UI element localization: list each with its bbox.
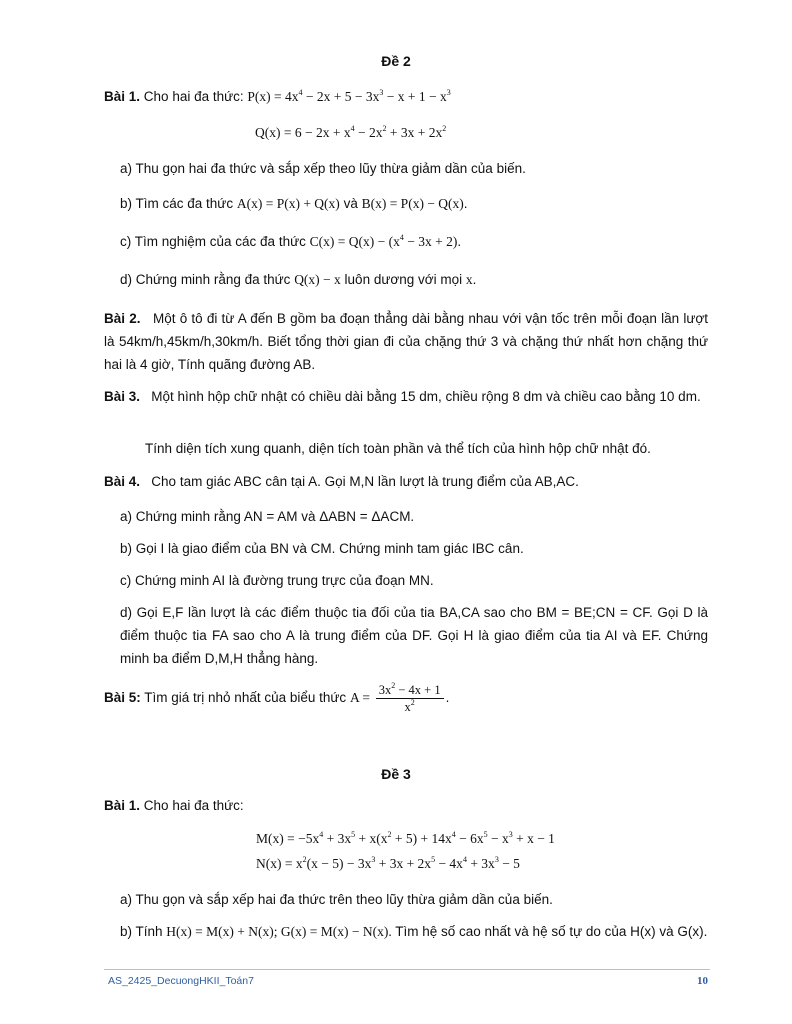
- de2-bai3: Bài 3. Một hình hộp chữ nhật có chiều dài bằng 15 dm, chiều rộng 8 dm và chiều cao bằng 10 dm.: [104, 389, 701, 404]
- n-formula: $N(x) = x^2(x - 5) - 3x^3 + 3x + 2x^5 - 4x^4 + 3x^3 - 5$: [256, 855, 520, 871]
- bai5-fraction: $\frac{3x^2 - 4x + 1}{x^2}$: [376, 682, 444, 715]
- de2-bai3-text2: Tính diện tích xung quanh, diện tích toàn phần và thể tích của hình hộp chữ nhật đó.: [145, 441, 651, 456]
- de2-bai1-c: c) Tìm nghiệm của các đa thức $C(x) = Q(x) - (x^4 - 3x + 2)$.: [120, 233, 462, 249]
- de2-title: Đề 2: [381, 53, 411, 69]
- m-formula: $M(x) = -5x^4 + 3x^5 + x(x^2 + 5) + 14x^4 - 6x^5 - x^3 + x - 1$: [256, 830, 555, 846]
- de2-bai4-a: a) Chứng minh rằng AN = AM và ΔABN = ΔACM.: [120, 509, 415, 524]
- de3-bai1-a: a) Thu gọn và sắp xếp hai đa thức trên theo lũy thừa giảm dần của biến.: [120, 892, 553, 907]
- page-number: 10: [697, 975, 708, 987]
- p-formula: $P(x) = 4x^4 - 2x + 5 - 3x^3 - x + 1 - x^3$: [247, 88, 451, 104]
- footer-doc-id: AS_2425_DecuongHKII_Toán7: [108, 975, 254, 987]
- de3-title: Đề 3: [381, 766, 411, 782]
- de2-bai1-intro: Cho hai đa thức:: [143, 89, 244, 104]
- q-formula: $Q(x) = 6 - 2x + x^4 - 2x^2 + 3x + 2x^2$: [255, 124, 447, 140]
- de2-bai2: Bài 2. Một ô tô đi từ A đến B gồm ba đoạn thẳng dài bằng nhau với vận tốc trên mỗi đoạn lần lượt là 54km/h,45km/h,30km/h. Biết tổng thời gian đi của chặng thứ 3 và chặng thứ nhất hơn chặng thứ hai là 4 giờ, Tính quãng đường AB.: [104, 311, 708, 372]
- de3-bai1-b: b) Tính H(x) = M(x) + N(x); G(x) = M(x) − N(x). Tìm hệ số cao nhất và hệ số tự do của H(x) và G(x).: [120, 924, 708, 939]
- de2-bai1-b: b) Tìm các đa thức A(x) = P(x) + Q(x) và B(x) = P(x) − Q(x).: [120, 196, 468, 211]
- de2-bai5: Bài 5: Tìm giá trị nhỏ nhất của biểu thức A = $\frac{3x^2 - 4x + 1}{x^2}$ .: [104, 680, 450, 714]
- de2-bai4-c: c) Chứng minh AI là đường trung trực của đoạn MN.: [120, 573, 434, 588]
- de2-bai1-line: [104, 86, 451, 108]
- de2-bai4: Bài 4. Cho tam giác ABC cân tại A. Gọi M,N lần lượt là trung điểm của AB,AC.: [104, 474, 579, 489]
- footer-divider: [104, 969, 710, 970]
- de2-bai4-d: d) Gọi E,F lần lượt là các điểm thuộc tia đối của tia BA,CA sao cho BM = BE;CN = CF. Gọi D là điểm thuộc tia FA sao cho A là trung điểm của DF. Gọi H là giao điểm của tia AI và EF. Chứng minh ba điểm D,M,H thẳng hàng.: [120, 605, 708, 666]
- de2-bai1-d: d) Chứng minh rằng đa thức Q(x) − x luôn dương với mọi x.: [120, 272, 477, 287]
- de2-bai4-b: b) Gọi I là giao điểm của BN và CM. Chứng minh tam giác IBC cân.: [120, 541, 524, 556]
- de3-bai1-line: Bài 1. Cho hai đa thức:: [104, 798, 244, 813]
- de2-bai1-label: Bài 1.: [104, 89, 141, 104]
- de2-bai1-a: a) Thu gọn hai đa thức và sắp xếp theo lũy thừa giảm dần của biến.: [120, 161, 526, 176]
